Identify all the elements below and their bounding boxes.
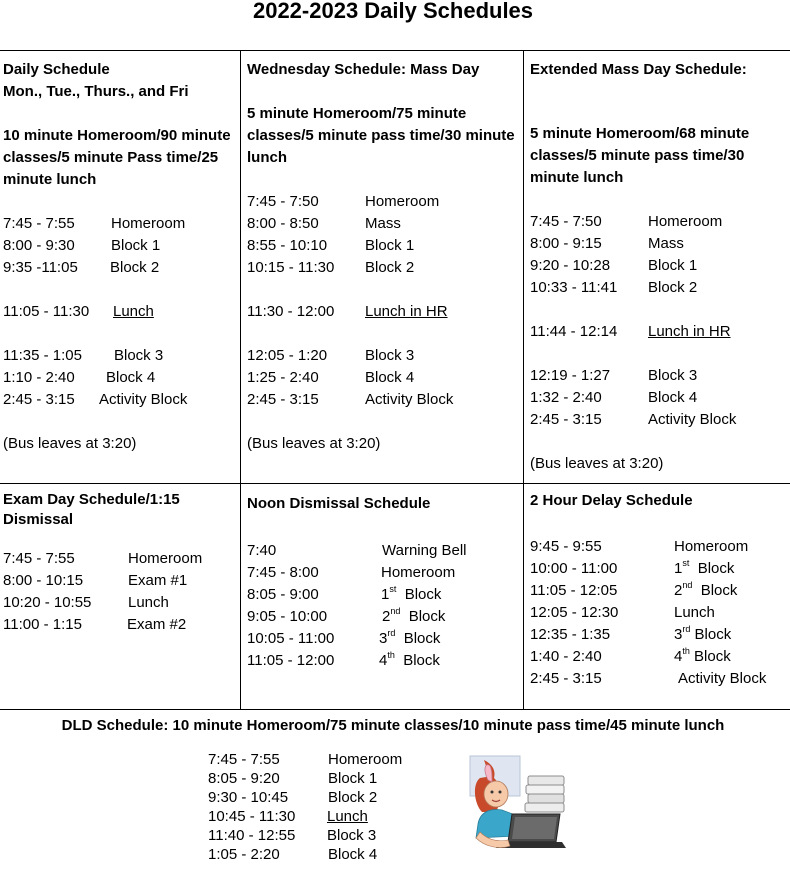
entry-label: Lunch — [113, 303, 154, 320]
schedule-entry — [208, 788, 402, 807]
entry-label: Mass — [648, 235, 684, 252]
entry-time: 7:45 - 7:50 — [247, 193, 319, 210]
schedule-entry — [3, 389, 240, 411]
schedule-entry — [208, 807, 402, 826]
entry-time: 8:00 - 9:15 — [530, 235, 602, 252]
entry-label: Homeroom — [111, 215, 186, 232]
dld-schedule-header: DLD Schedule: 10 minute Homeroom/75 minute classes/10 minute pass time/45 minute lunch — [61, 717, 725, 734]
entry-time: 1:10 - 2:40 — [3, 369, 75, 386]
entry-time: 2:45 - 3:15 — [3, 391, 75, 408]
schedule-entry — [530, 211, 790, 233]
entry-time: 11:05 - 11:30 — [3, 303, 90, 320]
entry-label: Activity Block — [365, 391, 454, 408]
entry-time: 9:45 - 9:55 — [530, 538, 602, 555]
entry-time: 9:35 -11:05 — [3, 259, 78, 276]
entry-label: Block 1 — [365, 237, 415, 254]
schedule-entry — [530, 646, 790, 668]
schedule-entry — [530, 233, 790, 255]
entry-label: Lunch — [327, 808, 368, 825]
entry-time: 9:20 - 10:28 — [530, 257, 611, 274]
entry-time: 12:19 - 1:27 — [530, 367, 611, 384]
entry-time: 11:05 - 12:05 — [530, 582, 618, 599]
entry-time: 10:05 - 11:00 — [247, 630, 335, 647]
entry-time: 11:35 - 1:05 — [3, 347, 82, 364]
entry-label: Block 1 — [648, 257, 698, 274]
entry-time: 2:45 - 3:15 — [530, 411, 602, 428]
schedule-entry — [3, 570, 240, 592]
entry-label: Activity Block — [678, 670, 767, 687]
schedule-entry — [247, 540, 523, 562]
entry-time: 1:40 - 2:40 — [530, 648, 602, 665]
delay-schedule-header: 2 Hour Delay Schedule — [530, 492, 693, 509]
entry-time: 2:45 - 3:15 — [530, 670, 602, 687]
two-hour-delay-schedule-cell — [524, 484, 790, 709]
schedule-entry — [3, 367, 240, 389]
entry-label: Block 2 — [328, 789, 378, 806]
schedule-entry — [247, 584, 523, 606]
schedule-entry — [530, 668, 790, 690]
entry-time: 11:05 - 12:00 — [247, 652, 335, 669]
entry-time: 1:32 - 2:40 — [530, 389, 602, 406]
entry-label: 3rd Block — [674, 624, 732, 643]
schedule-entry — [530, 321, 790, 343]
entry-label: Exam #2 — [127, 616, 187, 633]
entry-label: 4th Block — [379, 650, 440, 669]
schedule-entry — [208, 845, 402, 864]
face-shape — [484, 781, 508, 807]
schedule-entry — [3, 345, 240, 367]
entry-label: 1st Block — [381, 584, 442, 603]
entry-time: 10:00 - 11:00 — [530, 560, 618, 577]
entry-label: Homeroom — [648, 213, 723, 230]
entry-time: 10:20 - 10:55 — [3, 594, 92, 611]
entry-label: Warning Bell — [382, 542, 467, 559]
entry-time: 8:00 - 10:15 — [3, 572, 84, 589]
books-stack-icon — [525, 776, 564, 812]
entry-time: 7:45 - 7:55 — [3, 550, 75, 567]
schedule-entry — [247, 345, 523, 367]
entry-label: Block 4 — [365, 369, 415, 386]
schedule-row-bottom — [0, 484, 790, 709]
extended-mass-schedule-cell — [524, 51, 790, 483]
entry-label: 4th Block — [674, 646, 731, 665]
schedule-entry — [530, 624, 790, 646]
entry-time: 11:00 - 1:15 — [3, 616, 82, 633]
schedule-grid — [0, 50, 790, 710]
student-laptop-illustration — [462, 754, 574, 852]
wednesday-schedule-description: 5 minute Homeroom/75 minute classes/5 minute pass time/30 minute lunch — [247, 105, 515, 166]
entry-time: 8:55 - 10:10 — [247, 237, 328, 254]
entry-time: 11:44 - 12:14 — [530, 323, 618, 340]
entry-label: Block 2 — [110, 259, 160, 276]
entry-label: Lunch in HR — [365, 303, 448, 320]
schedule-entry — [247, 389, 523, 411]
entry-time: 10:45 - 11:30 — [208, 808, 296, 825]
schedule-entry — [530, 277, 790, 299]
bus-note: (Bus leaves at 3:20) — [247, 435, 381, 452]
entry-time: 11:30 - 12:00 — [247, 303, 335, 320]
entry-label: Block 4 — [106, 369, 156, 386]
entry-label: 1st Block — [674, 558, 735, 577]
schedule-entry — [530, 409, 790, 431]
dld-schedule-list — [208, 750, 402, 864]
entry-label: Block 4 — [328, 846, 378, 863]
schedule-entry — [3, 301, 240, 323]
entry-time: 12:35 - 1:35 — [530, 626, 611, 643]
entry-time: 7:40 — [247, 542, 277, 559]
entry-label: Lunch in HR — [648, 323, 731, 340]
schedule-row-top — [0, 51, 790, 484]
schedule-entry — [247, 367, 523, 389]
entry-label: Block 2 — [648, 279, 698, 296]
schedule-entry — [3, 614, 240, 636]
schedule-entry — [208, 826, 402, 845]
entry-label: Block 2 — [365, 259, 415, 276]
exam-schedule-header: Exam Day Schedule/1:15 Dismissal — [3, 491, 180, 528]
entry-label: Block 3 — [327, 827, 377, 844]
entry-label: Block 3 — [365, 347, 415, 364]
noon-schedule-header: Noon Dismissal Schedule — [247, 495, 431, 512]
entry-time: 9:05 - 10:00 — [247, 608, 328, 625]
schedule-entry — [208, 750, 402, 769]
entry-label: Activity Block — [99, 391, 188, 408]
schedule-entry — [247, 213, 523, 235]
schedule-entry — [247, 562, 523, 584]
entry-label: Block 3 — [648, 367, 698, 384]
entry-time: 7:45 - 7:55 — [208, 751, 280, 768]
page-title: 2022-2023 Daily Schedules — [252, 0, 534, 23]
entry-time: 1:05 - 2:20 — [208, 846, 280, 863]
entry-time: 1:25 - 2:40 — [247, 369, 319, 386]
schedule-entry — [247, 235, 523, 257]
entry-time: 8:05 - 9:20 — [208, 770, 280, 787]
entry-time: 12:05 - 12:30 — [530, 604, 619, 621]
wednesday-schedule-cell — [241, 51, 524, 483]
entry-label: Homeroom — [128, 550, 203, 567]
schedule-entry — [247, 191, 523, 213]
daily-schedule-cell — [0, 51, 241, 483]
schedule-entry — [208, 769, 402, 788]
entry-time: 9:30 - 10:45 — [208, 789, 289, 806]
noon-dismissal-schedule-cell — [241, 484, 524, 709]
entry-label: 3rd Block — [379, 628, 441, 647]
entry-time: 10:15 - 11:30 — [247, 259, 335, 276]
schedule-entry — [247, 650, 523, 672]
schedule-entry — [530, 558, 790, 580]
bus-note: (Bus leaves at 3:20) — [530, 455, 664, 472]
entry-label: 2nd Block — [674, 580, 738, 599]
entry-time: 10:33 - 11:41 — [530, 279, 618, 296]
schedule-entry — [247, 606, 523, 628]
entry-label: Block 1 — [328, 770, 378, 787]
entry-label: Lunch — [128, 594, 169, 611]
schedule-entry — [247, 628, 523, 650]
entry-label: 2nd Block — [382, 606, 446, 625]
schedule-entry — [530, 536, 790, 558]
entry-label: Homeroom — [365, 193, 440, 210]
schedule-entry — [530, 255, 790, 277]
entry-time: 7:45 - 7:50 — [530, 213, 602, 230]
daily-schedule-header: Daily Schedule Mon., Tue., Thurs., and Fri — [3, 61, 189, 100]
schedule-entry — [247, 301, 523, 323]
entry-label: Homeroom — [381, 564, 456, 581]
entry-time: 8:00 - 8:50 — [247, 215, 319, 232]
entry-time: 7:45 - 8:00 — [247, 564, 319, 581]
entry-label: Exam #1 — [128, 572, 188, 589]
entry-label: Activity Block — [648, 411, 737, 428]
bus-note: (Bus leaves at 3:20) — [3, 435, 137, 452]
wednesday-schedule-header: Wednesday Schedule: Mass Day — [247, 61, 480, 78]
schedule-entry — [530, 580, 790, 602]
entry-time: 8:05 - 9:00 — [247, 586, 319, 603]
entry-label: Block 4 — [648, 389, 698, 406]
entry-label: Lunch — [674, 604, 715, 621]
schedule-entry — [3, 213, 240, 235]
extended-schedule-description: 5 minute Homeroom/68 minute classes/5 minute pass time/30 minute lunch — [530, 125, 750, 186]
entry-time: 11:40 - 12:55 — [208, 827, 296, 844]
schedule-entry — [3, 235, 240, 257]
daily-schedule-description: 10 minute Homeroom/90 minute classes/5 minute Pass time/25 minute lunch — [3, 127, 231, 188]
schedule-entry — [3, 257, 240, 279]
entry-label: Homeroom — [674, 538, 749, 555]
extended-schedule-header: Extended Mass Day Schedule: — [530, 61, 747, 78]
schedule-entry — [530, 365, 790, 387]
entry-label: Block 3 — [114, 347, 164, 364]
entry-time: 2:45 - 3:15 — [247, 391, 319, 408]
exam-day-schedule-cell — [0, 484, 241, 709]
schedule-entry — [247, 257, 523, 279]
entry-time: 7:45 - 7:55 — [3, 215, 75, 232]
schedule-entry — [3, 548, 240, 570]
entry-time: 8:00 - 9:30 — [3, 237, 75, 254]
schedule-entry — [3, 592, 240, 614]
entry-time: 12:05 - 1:20 — [247, 347, 328, 364]
entry-label: Block 1 — [111, 237, 161, 254]
dld-schedule-section — [0, 709, 790, 869]
schedule-entry — [530, 602, 790, 624]
entry-label: Mass — [365, 215, 401, 232]
schedule-entry — [530, 387, 790, 409]
entry-label: Homeroom — [328, 751, 403, 768]
